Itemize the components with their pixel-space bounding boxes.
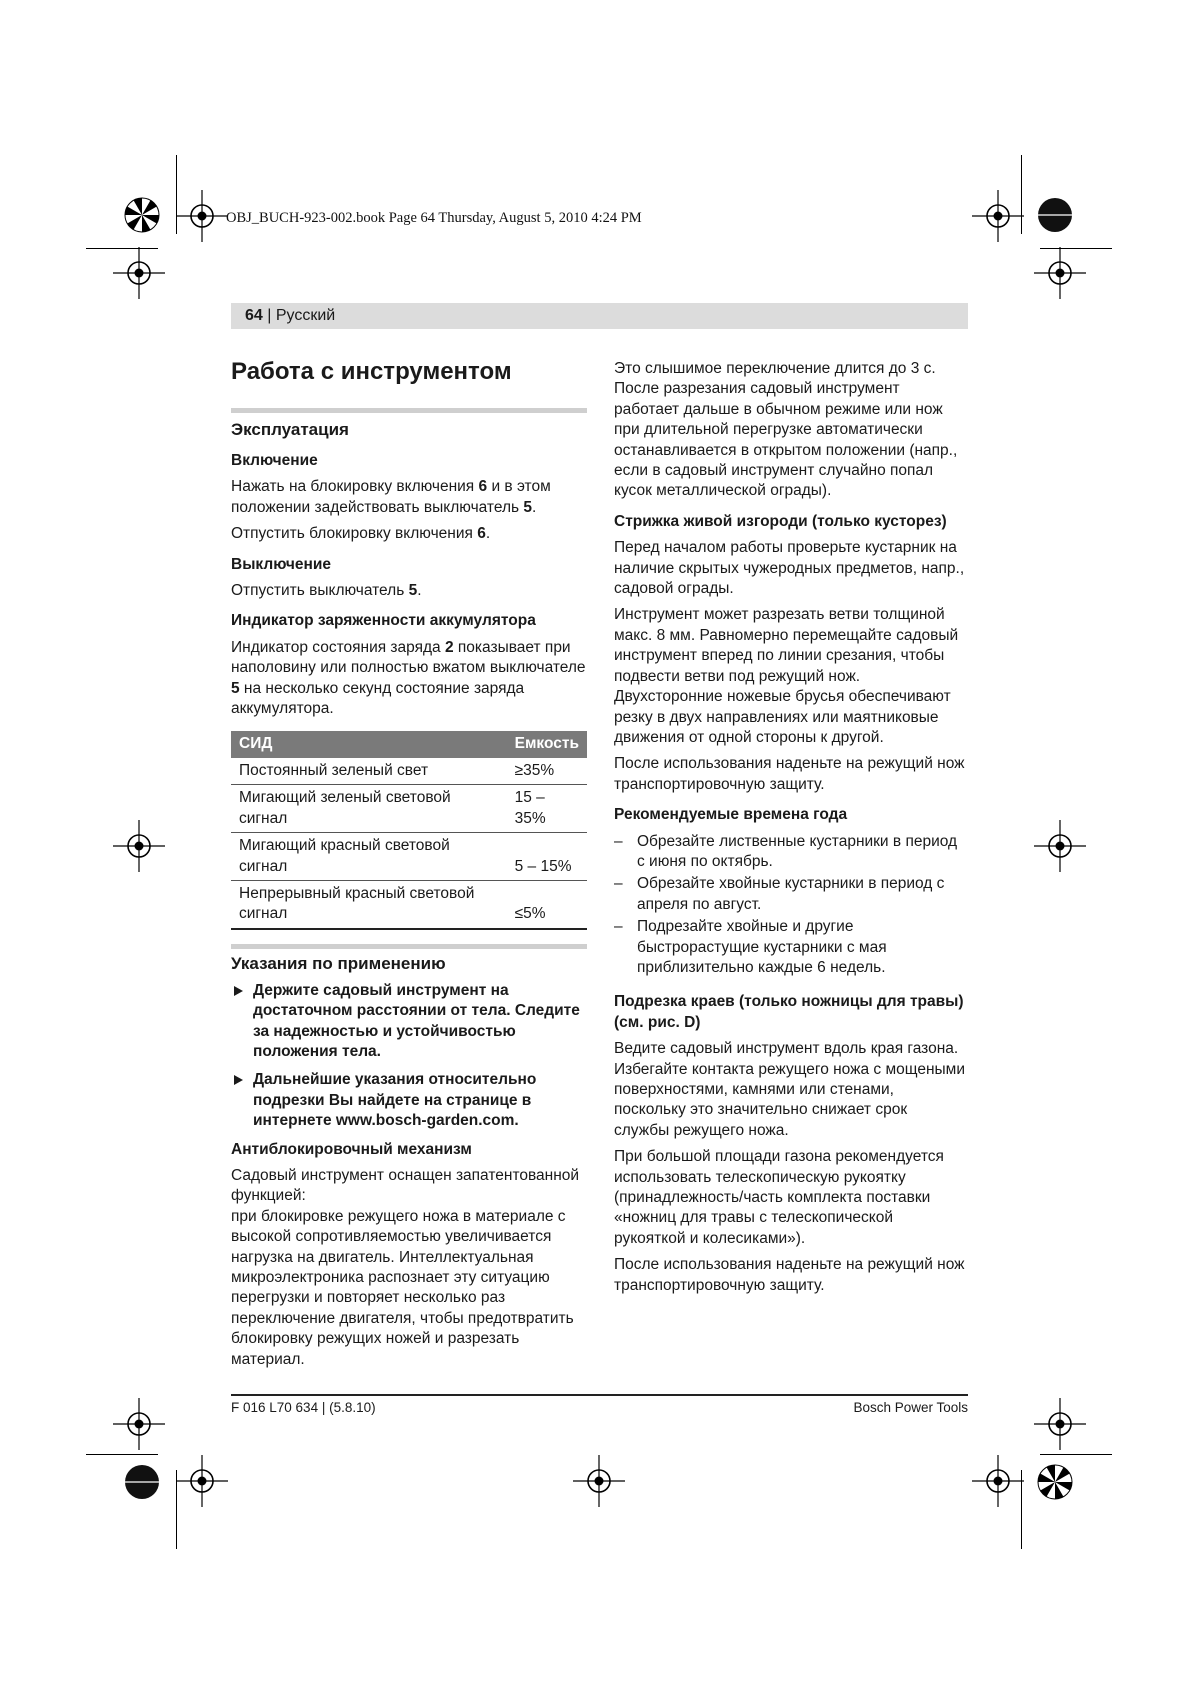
starburst-mark-icon [1037,1464,1073,1500]
page-title: Работа с инструментом [231,358,512,385]
registration-mark-icon [1032,818,1088,874]
registration-mark-icon [571,1453,627,1509]
crop-mark [86,1454,158,1455]
paragraph-hedge-protection: После использования наденьте на режущий нож транспортировочную защиту. [614,755,965,793]
list-item: – Обрезайте хвойные кустарники в период с апреля по август. [614,875,945,913]
led-cell: Мигающий красный световой сигнал [231,833,507,881]
half-disc-mark-icon [124,1464,160,1500]
print-slug: OBJ_BUCH-923-002.book Page 64 Thursday, August 5, 2010 4:24 PM [226,210,642,226]
paragraph-hedge-check: Перед началом работы проверьте кустарник на наличие скрытых чужеродных предметов, напр., садовой ограды. [614,539,965,598]
paragraph-switch-off: Отпустить выключатель 5. [231,582,422,600]
section-rule [231,408,587,413]
left-column [231,357,587,1376]
paragraph-switch-on: Нажать на блокировку включения 6 и в этом положении задействовать выключатель 5. [231,478,551,516]
paragraph-release-lock: Отпустить блокировку включения 6. [231,525,491,543]
paragraph-charge-indicator: Индикатор состояния заряда 2 показывает при наполовину или полностью вжатом выключателе 5 на несколько секунд состояние заряда аккумулятора. [231,638,586,718]
registration-mark-icon [174,1453,230,1509]
registration-mark-icon [1032,245,1088,301]
subheading-switch-on: Включение [231,452,318,469]
safety-bullet [231,981,587,1063]
table-row [231,833,587,881]
subheading-hedge-trimming: Стрижка живой изгороди (только кусторез) [614,512,947,530]
subheading-edge-trimming: Подрезка краев (только ножницы для травы) (см. рис. D) [614,993,964,1031]
paragraph-edge-telescopic: При большой площади газона рекомендуется использовать телескопическую рукоятку (принадлежность/часть комплекта поставки «ножниц для травы с телескопической рукояткой и колесиками»). [614,1148,944,1247]
safety-bullet-text: Дальнейшие указания относительно подрезки Вы найдете на странице в интернете www.bosch-garden.com. [253,1071,537,1130]
table-row [231,758,587,785]
registration-mark-icon [111,818,167,874]
section-heading-operation: Эксплуатация [231,420,349,439]
paragraph-antiblock-intro: Садовый инструмент оснащен запатентованной функцией: [231,1166,580,1205]
bullet-arrow-icon [234,986,243,996]
registration-mark-icon [1032,1396,1088,1452]
crop-mark [1040,1454,1112,1455]
safety-bullet-text: Держите садовый инструмент на достаточном расстоянии от тела. Следите за надежностью и устойчивостью положения тела. [253,981,580,1060]
paragraph-edge-guide: Ведите садовый инструмент вдоль края газона. Избегайте контакта режущего ножа с мощеными поверхностями, камнями или стенами, поскольку это значительно снижает срок службы режущего ножа. [614,1040,965,1139]
page-number: 64 [245,307,263,324]
led-cell: Непрерывный красный световой сигнал [231,880,507,928]
footer-brand: Bosch Power Tools [853,1400,968,1415]
list-item: – Подрезайте хвойные и другие быстрорастущие кустарники с мая приблизительно каждые 6 недель. [614,918,887,976]
registration-mark-icon [111,1396,167,1452]
led-cell: Постоянный зеленый свет [231,758,507,785]
starburst-mark-icon [124,197,160,233]
subheading-seasons: Рекомендуемые времена года [614,806,848,824]
charge-table [231,731,587,929]
subheading-charge-indicator: Индикатор заряженности аккумулятора [231,612,536,630]
list-item: – Обрезайте лиственные кустарники в период с июня по октябрь. [614,832,958,870]
registration-mark-icon [111,245,167,301]
page-header-text [245,307,335,325]
capacity-cell: 5 – 15% [507,833,587,881]
header-separator: | [262,307,276,324]
section-heading-usage-tips: Указания по применению [231,953,446,973]
paragraph-switching-duration: Это слышимое переключение длится до 3 с. После разрезания садовый инструмент работает дальше в обычном режиме или нож при длительной перегрузке автоматически останавливается в открытом положении (напр., если в садовый инструмент случайно попал кусок металлической ограды). [614,360,958,500]
registration-mark-icon [970,188,1026,244]
subheading-antiblock: Антиблокировочный механизм [231,1140,472,1158]
column-header-capacity: Емкость [507,731,587,757]
capacity-cell: 15 – 35% [507,785,587,833]
column-header-led: СИД [231,731,507,757]
language-label: Русский [275,307,336,324]
subheading-switch-off: Выключение [231,555,332,573]
registration-mark-icon [174,188,230,244]
table-row [231,880,587,928]
footer-document-id: F 016 L70 634 | (5.8.10) [231,1400,376,1415]
footer-rule [231,1394,968,1396]
section-rule [231,944,587,949]
table-header-row [231,731,587,757]
paragraph-hedge-cutting: Инструмент может разрезать ветви толщиной макс. 8 мм. Равномерно перемещайте садовый инструмент вперед по линии срезания, чтобы подвести ветви под режущий нож. Двухсторонние ножевые брусья обеспечивают резку в двух направлениях или маятниковые движения от одной стороны к другой. [614,606,959,746]
right-column [614,359,966,1302]
table-row [231,785,587,833]
page-header [231,303,968,329]
capacity-cell: ≥35% [507,758,587,785]
half-disc-mark-icon [1037,197,1073,233]
bullet-arrow-icon [234,1075,243,1085]
safety-bullet [231,1070,587,1131]
registration-mark-icon [970,1453,1026,1509]
capacity-cell: ≤5% [507,880,587,928]
paragraph-antiblock: при блокировке режущего ножа в материале с высокой сопротивляемостью увеличивается нагрузка на двигатель. Интеллектуальная микроэлектроника распознает эту ситуацию перегрузки и повторяет несколько раз переключение двигателя, чтобы предотвратить блокировку режущих ножей и разрезать материал. [231,1207,574,1368]
led-cell: Мигающий зеленый световой сигнал [231,785,507,833]
paragraph-edge-protection: После использования наденьте на режущий нож транспортировочную защиту. [614,1256,965,1294]
